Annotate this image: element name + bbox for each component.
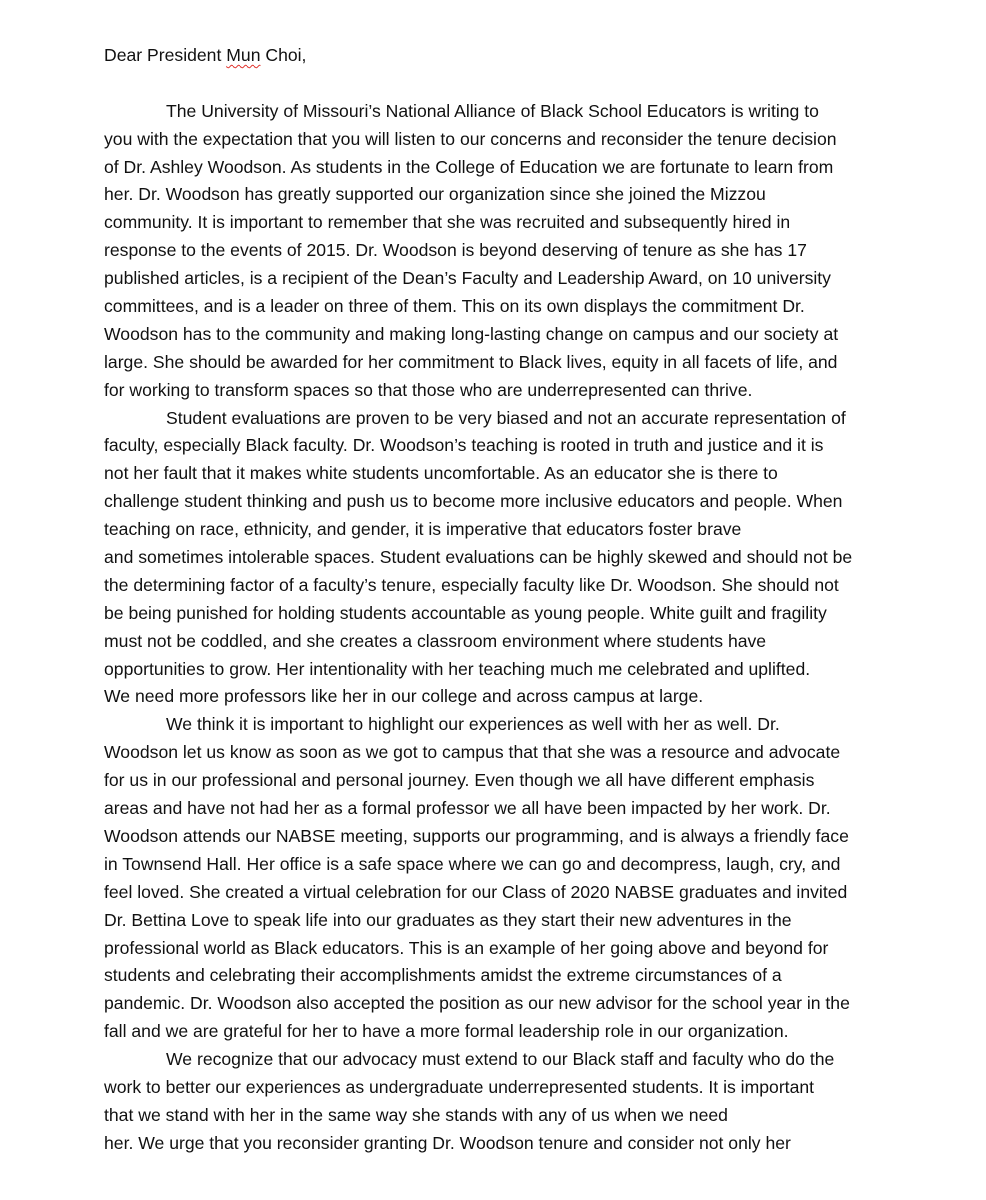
paragraph-1 [104,98,934,405]
text-line: large. She should be awarded for her commitment to Black lives, equity in all facets of life, and [104,351,838,372]
text-line: We think it is important to highlight our experiences as well with her as well. Dr. [166,714,780,735]
text-line: must not be coddled, and she creates a classroom environment where students have [104,630,767,651]
text-line: in Townsend Hall. Her office is a safe space where we can go and decompress, laugh, cry, and [104,853,841,874]
text-line: community. It is important to remember that she was recruited and subsequently hired in [104,212,791,233]
text-line: fall and we are grateful for her to have a more formal leadership role in our organization. [104,1021,789,1042]
text-line: for working to transform spaces so that those who are underrepresented can thrive. [104,379,753,400]
text-line: The University of Missouri’s National Alliance of Black School Educators is writing to [166,100,819,121]
text-line: published articles, is a recipient of the Dean’s Faculty and Leadership Award, on 10 university [104,268,831,289]
text-line: Student evaluations are proven to be very biased and not an accurate representation of [166,407,846,428]
text-line: the determining factor of a faculty’s tenure, especially faculty like Dr. Woodson. She should not [104,574,839,595]
salutation-after: Choi, [260,45,307,65]
text-line: of Dr. Ashley Woodson. As students in the College of Education we are fortunate to learn from [104,156,834,177]
text-line: faculty, especially Black faculty. Dr. Woodson’s teaching is rooted in truth and justice and it is [104,435,824,456]
text-line: teaching on race, ethnicity, and gender, it is imperative that educators foster brave [104,519,742,540]
text-line: We need more professors like her in our college and across campus at large. [104,686,704,707]
spellcheck-flagged-word[interactable]: Mun [226,45,261,65]
text-line: her. Dr. Woodson has greatly supported our organization since she joined the Mizzou [104,184,766,205]
text-line: work to better our experiences as undergraduate underrepresented students. It is important [104,1076,815,1097]
text-line: not her fault that it makes white students uncomfortable. As an educator she is there to [104,463,778,484]
blank-line [104,70,934,98]
paragraph-4 [104,1046,934,1158]
text-line: pandemic. Dr. Woodson also accepted the position as our new advisor for the school year in the [104,993,850,1014]
text-line: students and celebrating their accomplishments amidst the extreme circumstances of a [104,965,782,986]
text-line: for us in our professional and personal journey. Even though we all have different emphasis [104,770,815,791]
text-line: opportunities to grow. Her intentionality with her teaching much me celebrated and uplifted. [104,658,811,679]
paragraph-3 [104,711,934,1046]
text-line: you with the expectation that you will listen to our concerns and reconsider the tenure decision [104,128,837,149]
letter-body [104,42,934,1158]
text-line: Woodson has to the community and making long-lasting change on campus and our society at [104,323,839,344]
text-line: response to the events of 2015. Dr. Woodson is beyond deserving of tenure as she has 17 [104,240,807,261]
text-line: Dr. Bettina Love to speak life into our graduates as they start their new adventures in the [104,909,792,930]
text-line: committees, and is a leader on three of them. This on its own displays the commitment Dr. [104,296,805,317]
text-line: professional world as Black educators. This is an example of her going above and beyond for [104,937,829,958]
text-line: Woodson let us know as soon as we got to campus that that she was a resource and advocate [104,742,841,763]
text-line: challenge student thinking and push us to become more inclusive educators and people. When [104,491,843,512]
text-line: and sometimes intolerable spaces. Student evaluations can be highly skewed and should not be [104,547,853,568]
text-line: be being punished for holding students accountable as young people. White guilt and fragility [104,602,827,623]
text-line: feel loved. She created a virtual celebration for our Class of 2020 NABSE graduates and invited [104,881,848,902]
salutation-before: Dear President [104,45,227,65]
text-line: her. We urge that you reconsider granting Dr. Woodson tenure and consider not only her [104,1132,791,1153]
paragraph-2 [104,405,934,712]
text-line: areas and have not had her as a formal professor we all have been impacted by her work. Dr. [104,798,831,819]
text-line: that we stand with her in the same way she stands with any of us when we need [104,1104,728,1125]
salutation [104,42,934,70]
text-line: Woodson attends our NABSE meeting, supports our programming, and is always a friendly face [104,825,849,846]
text-line: We recognize that our advocacy must extend to our Black staff and faculty who do the [166,1049,835,1070]
